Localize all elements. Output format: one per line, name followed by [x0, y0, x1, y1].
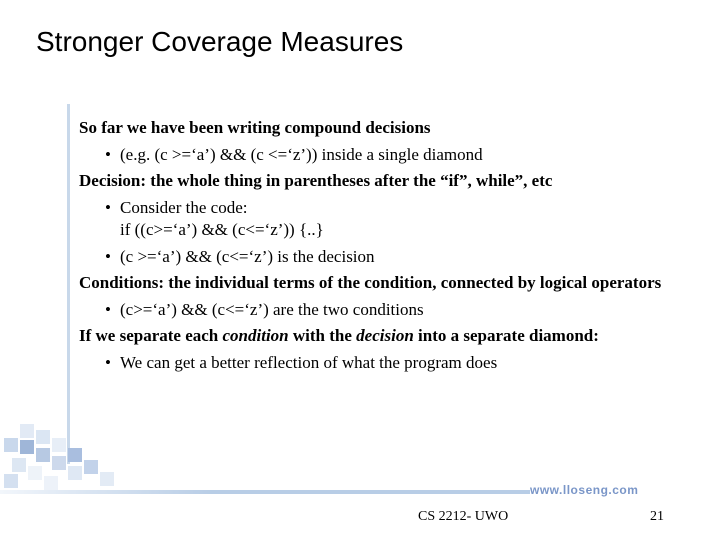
emphasis-decision: decision: [356, 326, 414, 346]
bullet-level-1: • We can get a better reflection of what the program does: [107, 353, 689, 373]
bullet-level-0: So far we have been writing compound decisions: [79, 118, 431, 137]
text-run: If we separate each: [79, 326, 223, 346]
bullet-level-1: • (c>=‘a’) && (c<=‘z’) are the two conditions: [107, 300, 689, 320]
bullet-level-1: • (e.g. (c >=‘a’) && (c <=‘z’)) inside a single diamond: [107, 145, 689, 165]
bullet-level-0: Conditions: the individual terms of the condition, connected by logical operators: [79, 273, 662, 293]
footer-divider-bar: [0, 490, 530, 494]
slide-number: 21: [650, 509, 664, 524]
decorative-mosaic: [0, 420, 140, 540]
footer-course: CS 2212- UWO: [418, 509, 509, 524]
publisher-url: www.lloseng.com: [530, 483, 639, 497]
slide-body: [79, 118, 689, 379]
slide-title: Stronger Coverage Measures: [36, 26, 404, 57]
bullet-level-0: Decision: the whole thing in parentheses after the “if”, while”, etc: [79, 171, 553, 191]
bullet-level-0: [79, 326, 689, 346]
text-run: into a separate diamond:: [413, 326, 599, 346]
emphasis-condition: condition: [222, 326, 289, 346]
vertical-accent-line: [67, 104, 70, 464]
text-run: with the: [288, 326, 357, 346]
code-line: if ((c>=‘a’) && (c<=‘z’)) {..}: [120, 220, 324, 240]
bullet-level-1: • (c >=‘a’) && (c<=‘z’) is the decision: [107, 247, 689, 267]
bullet-level-1: • Consider the code:: [107, 198, 689, 218]
